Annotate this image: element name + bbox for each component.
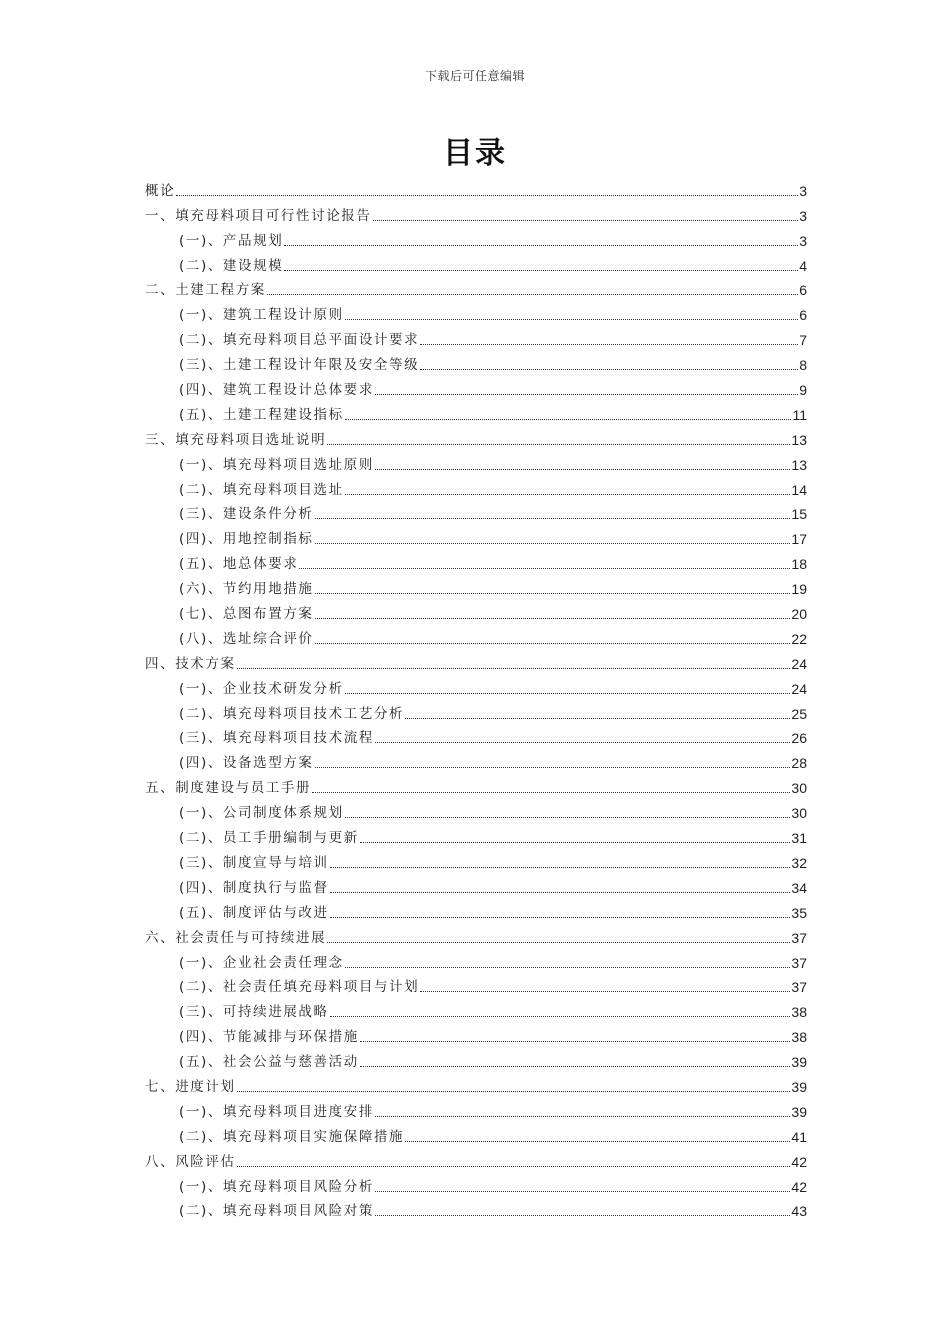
toc-entry-page-number: 19 [791, 581, 807, 598]
toc-entry-page-number: 42 [791, 1178, 807, 1195]
toc-section-link[interactable] [145, 624, 807, 649]
toc-section-link[interactable] [145, 500, 807, 525]
dot-leader [375, 1191, 790, 1192]
toc-entry-page-number: 20 [791, 606, 807, 623]
toc-chapter-link[interactable] [145, 923, 807, 948]
dot-leader [375, 1215, 790, 1216]
dot-leader [267, 294, 798, 295]
dot-leader [345, 419, 792, 420]
toc-chapter-link[interactable] [145, 201, 807, 226]
toc-entry-page-number: 24 [791, 680, 807, 697]
dot-leader [345, 693, 791, 694]
toc-entry-label: (五)、制度评估与改进 [179, 904, 329, 921]
toc-entry-label: (二)、填充母料项目风险对策 [179, 1203, 374, 1220]
toc-section-link[interactable] [145, 873, 807, 898]
dot-leader [420, 991, 790, 992]
toc-entry-page-number: 31 [791, 830, 807, 847]
toc-entry-page-number: 37 [791, 979, 807, 996]
toc-section-link[interactable] [145, 325, 807, 350]
toc-entry-page-number: 28 [791, 755, 807, 772]
dot-leader [345, 817, 791, 818]
dot-leader [330, 892, 791, 893]
toc-entry-label: 一、填充母料项目可行性讨论报告 [145, 207, 372, 224]
toc-entry-label: (四)、用地控制指标 [179, 531, 314, 548]
toc-entry-page-number: 41 [791, 1128, 807, 1145]
toc-entry-label: (二)、填充母料项目技术工艺分析 [179, 705, 405, 722]
toc-entry-page-number: 7 [799, 332, 807, 349]
toc-entry-label: (二)、员工手册编制与更新 [179, 830, 359, 847]
toc-entry-label: 三、填充母料项目选址说明 [145, 431, 327, 448]
toc-section-link[interactable] [145, 674, 807, 699]
toc-entry-page-number: 6 [799, 282, 807, 299]
toc-section-link[interactable] [145, 251, 807, 276]
toc-entry-page-number: 26 [791, 730, 807, 747]
toc-section-link[interactable] [145, 549, 807, 574]
toc-entry-label: (一)、填充母料项目进度安排 [179, 1103, 374, 1120]
toc-entry-page-number: 13 [791, 456, 807, 473]
dot-leader [420, 369, 798, 370]
dot-leader [315, 767, 791, 768]
dot-leader [315, 518, 791, 519]
dot-leader [360, 1041, 791, 1042]
toc-section-link[interactable] [145, 1097, 807, 1122]
toc-entry-page-number: 38 [791, 1029, 807, 1046]
toc-section-link[interactable] [145, 699, 807, 724]
toc-entry-label: (五)、地总体要求 [179, 556, 299, 573]
toc-entry-page-number: 38 [791, 1004, 807, 1021]
toc-entry-page-number: 43 [791, 1203, 807, 1220]
toc-entry-label: 七、进度计划 [145, 1078, 236, 1095]
toc-section-link[interactable] [145, 823, 807, 848]
toc-entry-page-number: 18 [791, 556, 807, 573]
toc-entry-page-number: 32 [791, 854, 807, 871]
toc-entry-page-number: 6 [799, 307, 807, 324]
toc-entry-page-number: 24 [791, 655, 807, 672]
toc-entry-label: (一)、企业技术研发分析 [179, 680, 344, 697]
dot-leader [375, 394, 798, 395]
toc-entry-label: (一)、企业社会责任理念 [179, 954, 344, 971]
toc-entry-page-number: 35 [791, 904, 807, 921]
toc-entry-page-number: 15 [791, 506, 807, 523]
toc-section-link[interactable] [145, 375, 807, 400]
toc-section-link[interactable] [145, 798, 807, 823]
toc-section-link[interactable] [145, 300, 807, 325]
toc-entry-label: 四、技术方案 [145, 655, 236, 672]
toc-entry-page-number: 4 [799, 257, 807, 274]
toc-chapter-link[interactable] [145, 276, 807, 301]
toc-entry-page-number: 30 [791, 780, 807, 797]
toc-chapter-link[interactable] [145, 176, 807, 201]
toc-entry-page-number: 11 [792, 406, 807, 423]
dot-leader [330, 1016, 791, 1017]
toc-chapter-link[interactable] [145, 649, 807, 674]
toc-entry-page-number: 3 [799, 207, 807, 224]
toc-section-link[interactable] [145, 226, 807, 251]
toc-entry-label: (三)、土建工程设计年限及安全等级 [179, 357, 420, 374]
header-note: 下载后可任意编辑 [424, 69, 525, 83]
toc-entry-label: (七)、总图布置方案 [179, 606, 314, 623]
toc-section-link[interactable] [145, 350, 807, 375]
toc-entry-page-number: 30 [791, 805, 807, 822]
toc-entry-page-number: 17 [791, 531, 807, 548]
toc-entry-label: 二、土建工程方案 [145, 282, 266, 299]
dot-leader [237, 1091, 791, 1092]
toc-entry-label: 概论 [145, 182, 176, 199]
toc-section-link[interactable] [145, 1172, 807, 1197]
toc-entry-label: (四)、节能减排与环保措施 [179, 1029, 359, 1046]
toc-section-link[interactable] [145, 973, 807, 998]
toc-entry-page-number: 14 [791, 481, 807, 498]
dot-leader [345, 319, 798, 320]
toc-section-link[interactable] [145, 524, 807, 549]
toc-entry-label: 八、风险评估 [145, 1153, 236, 1170]
toc-section-link[interactable] [145, 898, 807, 923]
toc-section-link[interactable] [145, 450, 807, 475]
dot-leader [237, 1166, 791, 1167]
toc-entry-label: (五)、社会公益与慈善活动 [179, 1054, 359, 1071]
dot-leader [176, 195, 798, 196]
toc-title: 目录 [443, 136, 507, 171]
dot-leader [375, 1116, 790, 1117]
toc-entry-label: (四)、建筑工程设计总体要求 [179, 382, 374, 399]
toc-entry-label: 六、社会责任与可持续进展 [145, 929, 327, 946]
toc-entry-label: (一)、建筑工程设计原则 [179, 307, 344, 324]
toc-entry-label: (二)、填充母料项目选址 [179, 481, 344, 498]
table-of-contents [145, 176, 807, 1221]
toc-entry-label: (二)、填充母料项目总平面设计要求 [179, 332, 420, 349]
dot-leader [360, 1066, 791, 1067]
toc-entry-label: (二)、社会责任填充母料项目与计划 [179, 979, 420, 996]
dot-leader [284, 245, 798, 246]
toc-entry-page-number: 9 [799, 382, 807, 399]
dot-leader [405, 718, 790, 719]
toc-entry-label: (三)、建设条件分析 [179, 506, 314, 523]
toc-entry-label: (三)、制度宣导与培训 [179, 854, 329, 871]
toc-entry-page-number: 39 [791, 1054, 807, 1071]
toc-entry-page-number: 42 [791, 1153, 807, 1170]
toc-entry-label: (一)、公司制度体系规划 [179, 805, 344, 822]
toc-section-link[interactable] [145, 948, 807, 973]
toc-entry-label: (二)、建设规模 [179, 257, 284, 274]
toc-entry-label: (五)、土建工程建设指标 [179, 406, 344, 423]
toc-chapter-link[interactable] [145, 425, 807, 450]
toc-entry-label: (八)、选址综合评价 [179, 630, 314, 647]
dot-leader [327, 942, 790, 943]
dot-leader [237, 668, 791, 669]
toc-entry-page-number: 13 [791, 431, 807, 448]
toc-section-link[interactable] [145, 1047, 807, 1072]
dot-leader [315, 543, 791, 544]
dot-leader [375, 469, 790, 470]
dot-leader [345, 494, 791, 495]
toc-entry-page-number: 3 [799, 182, 807, 199]
toc-section-link[interactable] [145, 748, 807, 773]
toc-section-link[interactable] [145, 848, 807, 873]
toc-entry-page-number: 34 [791, 879, 807, 896]
toc-section-link[interactable] [145, 475, 807, 500]
toc-entry-label: (四)、设备选型方案 [179, 755, 314, 772]
dot-leader [420, 344, 798, 345]
toc-entry-label: (一)、填充母料项目风险分析 [179, 1178, 374, 1195]
dot-leader [299, 568, 790, 569]
toc-entry-label: (三)、可持续进展战略 [179, 1004, 329, 1021]
toc-section-link[interactable] [145, 1022, 807, 1047]
toc-section-link[interactable] [145, 574, 807, 599]
dot-leader [405, 1141, 790, 1142]
toc-entry-page-number: 39 [791, 1078, 807, 1095]
dot-leader [327, 444, 790, 445]
dot-leader [330, 917, 791, 918]
dot-leader [345, 967, 791, 968]
toc-entry-page-number: 25 [791, 705, 807, 722]
dot-leader [375, 742, 790, 743]
toc-entry-label: 五、制度建设与员工手册 [145, 780, 312, 797]
toc-entry-page-number: 3 [799, 232, 807, 249]
toc-entry-page-number: 22 [791, 630, 807, 647]
dot-leader [315, 618, 791, 619]
toc-entry-label: (一)、填充母料项目选址原则 [179, 456, 374, 473]
toc-chapter-link[interactable] [145, 773, 807, 798]
dot-leader [312, 792, 790, 793]
dot-leader [373, 220, 799, 221]
toc-entry-label: (二)、填充母料项目实施保障措施 [179, 1128, 405, 1145]
toc-entry-label: (六)、节约用地措施 [179, 581, 314, 598]
toc-entry-label: (三)、填充母料项目技术流程 [179, 730, 374, 747]
dot-leader [360, 842, 791, 843]
toc-entry-label: (一)、产品规划 [179, 232, 284, 249]
toc-section-link[interactable] [145, 599, 807, 624]
toc-entry-label: (四)、制度执行与监督 [179, 879, 329, 896]
toc-section-link[interactable] [145, 400, 807, 425]
toc-chapter-link[interactable] [145, 1072, 807, 1097]
toc-chapter-link[interactable] [145, 1147, 807, 1172]
dot-leader [284, 270, 798, 271]
toc-section-link[interactable] [145, 724, 807, 749]
toc-entry-page-number: 37 [791, 929, 807, 946]
dot-leader [315, 593, 791, 594]
toc-entry-page-number: 39 [791, 1103, 807, 1120]
toc-section-link[interactable] [145, 1122, 807, 1147]
toc-section-link[interactable] [145, 997, 807, 1022]
dot-leader [330, 867, 791, 868]
toc-section-link[interactable] [145, 1197, 807, 1222]
dot-leader [315, 643, 791, 644]
toc-entry-page-number: 8 [799, 357, 807, 374]
toc-entry-page-number: 37 [791, 954, 807, 971]
